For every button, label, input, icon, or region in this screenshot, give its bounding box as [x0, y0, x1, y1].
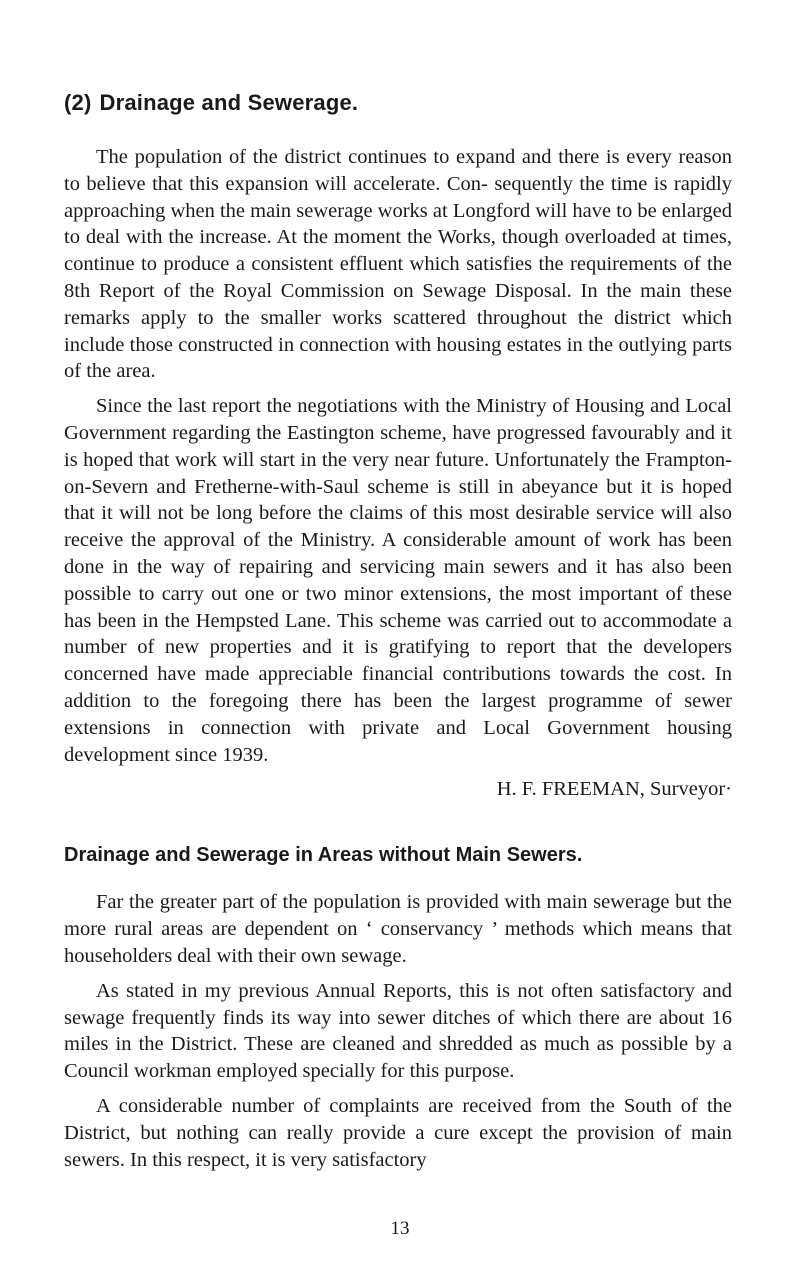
- paragraph-complaints: A considerable number of complaints are received from the South of the District, but nothing can really provide a cure except the provision of main sewers. In this respect, it is very satisfactory: [64, 1094, 732, 1171]
- subsection-heading: Drainage and Sewerage in Areas without Main Sewers.: [64, 844, 583, 867]
- section-heading: [64, 88, 732, 118]
- paragraph-negotiations: Since the last report the negotiations with the Ministry of Housing and Local Government regarding the Eastington scheme, have progressed favourably and it is hoped that work will start in the very near future. Unfortunately the Frampton-on-Severn and Fretherne-with-Saul scheme is still in abeyance but it is hoped that it will not be long before the claims of this most desirable service will also receive the approval of the Ministry. A considerable amount of work has been done in the way of repairing and servicing main sewers and it has also been possible to carry out one or two minor extensions, the most important of these has been in the Hempsted Lane. This scheme was carried out to accommodate a number of new properties and it is gratifying to report that the developers concerned have made appreciable financial contributions towards the cost. In addition to the foregoing there has been the largest programme of sewer extensions in connection with private and Local Government housing development since 1939.: [64, 395, 732, 766]
- page-number: 13: [390, 1218, 410, 1239]
- document-page: [64, 88, 732, 1181]
- section-title: Drainage and Sewerage.: [99, 90, 359, 115]
- section-number: (2): [64, 90, 92, 115]
- paragraph-sewer-ditches: As stated in my previous Annual Reports, this is not often satisfactory and sewage frequently finds its way into sewer ditches of which there are about 16 miles in the District. These are cleaned and shredded as much as possible by a Council workman employed specially for this purpose.: [64, 979, 732, 1083]
- paragraph-population: The population of the district continues to expand and there is every reason to believe that this expansion will accelerate. Con- sequently the time is rapidly approaching when the main sewerage works at Longford will have to be enlarged to deal with the increase. At the moment the Works, though overloaded at times, continue to produce a consistent effluent which satisfies the requirements of the 8th Report of the Royal Commission on Sewage Disposal. In the main these remarks apply to the smaller works scattered throughout the district which include those constructed in connection with housing estates in the outlying parts of the area.: [64, 146, 732, 383]
- surveyor-signature: H. F. FREEMAN, Surveyor·: [496, 778, 732, 801]
- paragraph-conservancy: Far the greater part of the population is provided with main sewerage but the more rural areas are dependent on ‘ conservancy ’ methods which means that householders deal with their own sewage.: [64, 891, 732, 967]
